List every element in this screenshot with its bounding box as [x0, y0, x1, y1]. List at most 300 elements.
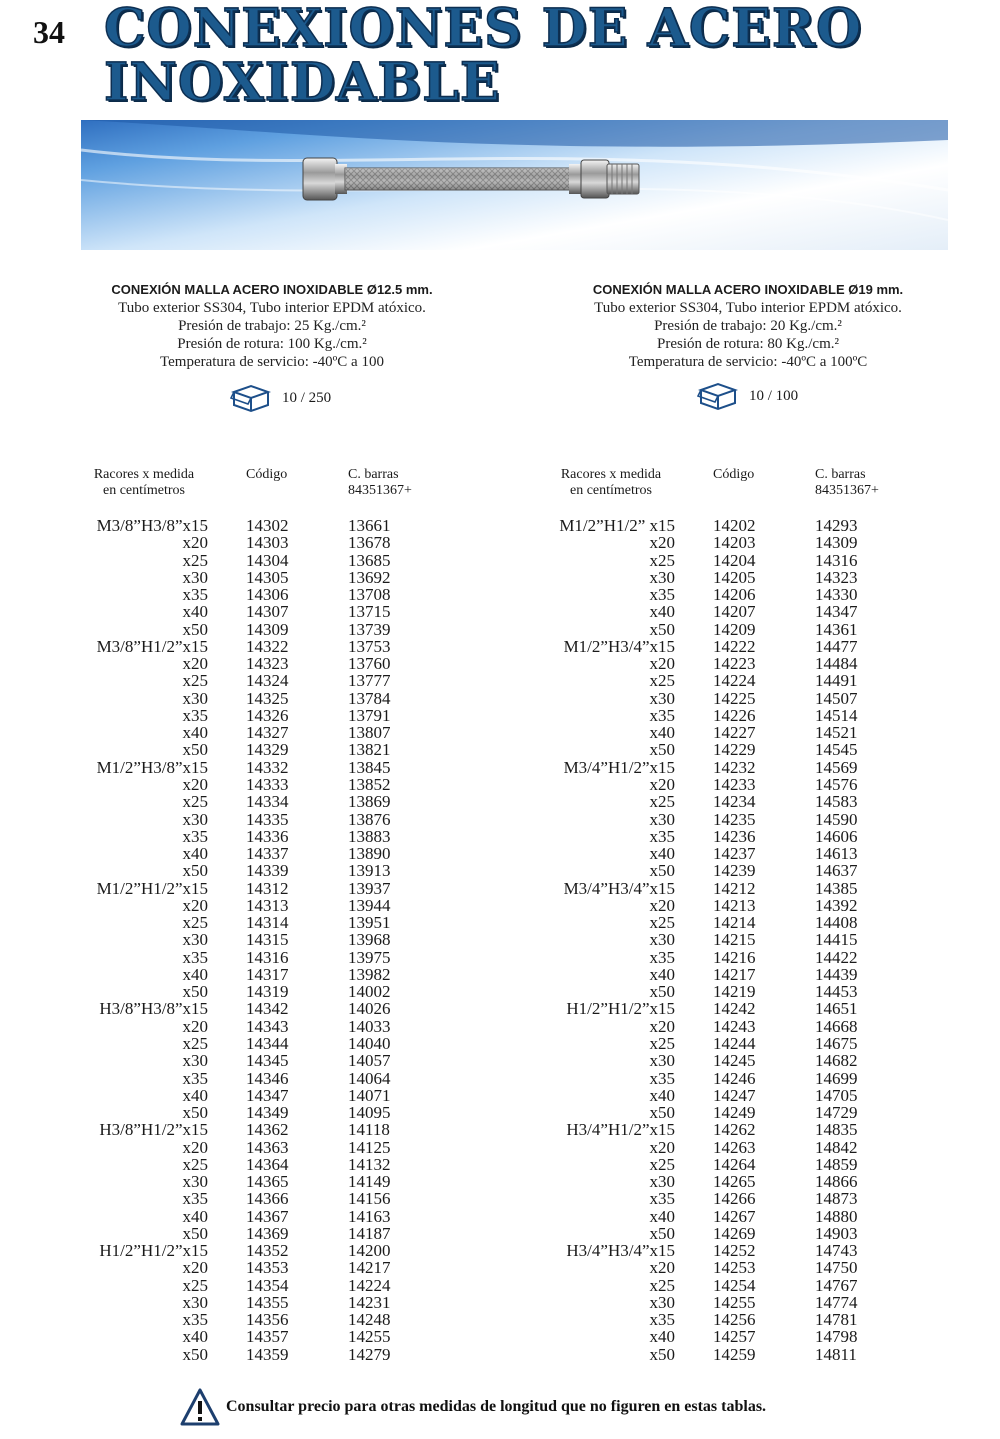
code-cell: 14244 [713, 1033, 756, 1053]
barcode-cell: 14507 [815, 688, 858, 708]
barcode-cell: 14163 [348, 1206, 391, 1226]
code-cell: 14225 [713, 688, 756, 708]
measure-cell: x30 [649, 1172, 675, 1192]
code-cell: 14326 [246, 705, 289, 725]
product-spec: Tubo exterior SS304, Tubo interior EPDM atóxico. [594, 300, 902, 316]
barcode-cell: 14774 [815, 1292, 858, 1312]
barcode-cell: 14767 [815, 1275, 858, 1295]
measure-cell: x20 [649, 895, 675, 915]
packaging-info-right [697, 381, 798, 411]
barcode-cell: 13685 [348, 550, 391, 570]
measure-cell: x25 [649, 792, 675, 812]
product-spec: Temperatura de servicio: -40ºC a 100ºC [628, 354, 868, 370]
barcode-cell: 13845 [348, 757, 391, 777]
measure-cell: x30 [182, 1172, 208, 1192]
barcode-cell: 14842 [815, 1137, 858, 1157]
barcode-cell: 13739 [348, 619, 391, 639]
barcode-cell: 13869 [348, 792, 391, 812]
measure-cell: M1/2”H1/2” x15 [559, 516, 675, 535]
barcode-cell: 14477 [815, 636, 858, 656]
measure-cell: x40 [182, 1085, 208, 1105]
code-cell: 14226 [713, 705, 756, 725]
barcode-cell: 13753 [348, 636, 391, 656]
barcode-cell: 13968 [348, 930, 391, 950]
barcode-cell: 13661 [348, 516, 391, 535]
barcode-cell: 14347 [815, 602, 858, 622]
barcode-cell: 14583 [815, 792, 858, 812]
measure-cell: x20 [182, 774, 208, 794]
code-cell: 14346 [246, 1068, 289, 1088]
header-barcode: C. barras 84351367+ [348, 467, 412, 498]
measure-cell: H3/4”H1/2”x15 [566, 1120, 675, 1140]
code-cell: 14219 [713, 982, 756, 1002]
code-cell: 14269 [713, 1223, 756, 1243]
barcode-cell: 14750 [815, 1258, 858, 1278]
code-cell: 14314 [246, 913, 289, 933]
barcode-cell: 13876 [348, 809, 391, 829]
code-cell: 14213 [713, 895, 756, 915]
measure-cell: x25 [649, 671, 675, 691]
barcode-cell: 13982 [348, 964, 391, 984]
measure-cell: x30 [182, 809, 208, 829]
barcode-cell: 14637 [815, 861, 858, 881]
barcode-cell: 14217 [348, 1258, 391, 1278]
measure-cell: x35 [649, 705, 675, 725]
code-cell: 14317 [246, 964, 289, 984]
barcode-cell: 14132 [348, 1154, 391, 1174]
footer-note: Consultar precio para otras medidas de longitud que no figuren en estas tablas. [226, 1398, 767, 1415]
measure-cell: x35 [182, 826, 208, 846]
measure-cell: x50 [649, 619, 675, 639]
measure-cell: x20 [182, 1258, 208, 1278]
barcode-cell: 13944 [348, 895, 391, 915]
code-cell: 14253 [713, 1258, 756, 1278]
measure-cell: x20 [182, 1016, 208, 1036]
code-cell: 14324 [246, 671, 289, 691]
barcode-cell: 14392 [815, 895, 858, 915]
barcode-cell: 14149 [348, 1172, 391, 1192]
product-spec: Presión de trabajo: 20 Kg./cm.² [654, 318, 842, 334]
code-cell: 14325 [246, 688, 289, 708]
product-left [92, 282, 452, 371]
measure-cell: x40 [649, 602, 675, 622]
code-cell: 14223 [713, 654, 756, 674]
code-cell: 14234 [713, 792, 756, 812]
measure-cell: x30 [649, 1051, 675, 1071]
code-cell: 14309 [246, 619, 289, 639]
product-spec: Presión de rotura: 80 Kg./cm.² [657, 336, 839, 352]
code-cell: 14252 [713, 1241, 756, 1261]
barcode-cell: 14576 [815, 774, 858, 794]
code-cell: 14335 [246, 809, 289, 829]
code-cell: 14327 [246, 723, 289, 743]
barcode-cell: 14682 [815, 1051, 858, 1071]
measure-cell: x50 [182, 861, 208, 881]
barcode-cell: 13913 [348, 861, 391, 881]
code-cell: 14345 [246, 1051, 289, 1071]
title-line-2: INOXIDABLE [104, 52, 501, 113]
barcode-cell: 14026 [348, 999, 391, 1019]
barcode-cell: 14699 [815, 1068, 858, 1088]
barcode-cell: 14293 [815, 516, 858, 535]
measure-cell: x20 [649, 654, 675, 674]
measure-cell: x25 [182, 671, 208, 691]
measure-cell: x35 [649, 947, 675, 967]
measure-cell: x20 [649, 1258, 675, 1278]
measure-cell: x40 [182, 844, 208, 864]
measure-cell: x30 [182, 688, 208, 708]
code-cell: 14209 [713, 619, 756, 639]
barcode-cell: 14798 [815, 1327, 858, 1347]
measure-cell: x50 [182, 619, 208, 639]
barcode-cell: 14422 [815, 947, 858, 967]
code-cell: 14256 [713, 1310, 756, 1330]
barcode-cell: 14743 [815, 1241, 858, 1261]
barcode-cell: 14668 [815, 1016, 858, 1036]
barcode-cell: 14200 [348, 1241, 391, 1261]
code-cell: 14233 [713, 774, 756, 794]
barcode-cell: 14156 [348, 1189, 391, 1209]
barcode-cell: 14705 [815, 1085, 858, 1105]
code-cell: 14359 [246, 1344, 289, 1364]
measure-cell: x20 [182, 895, 208, 915]
code-cell: 14337 [246, 844, 289, 864]
code-cell: 14263 [713, 1137, 756, 1157]
barcode-cell: 14835 [815, 1120, 858, 1140]
product-right [568, 282, 928, 371]
code-cell: 14304 [246, 550, 289, 570]
barcode-cell: 14675 [815, 1033, 858, 1053]
barcode-cell: 14521 [815, 723, 858, 743]
barcode-cell: 14095 [348, 1103, 391, 1123]
code-cell: 14336 [246, 826, 289, 846]
barcode-cell: 14071 [348, 1085, 391, 1105]
measure-cell: x50 [182, 740, 208, 760]
barcode-cell: 14545 [815, 740, 858, 760]
barcode-cell: 14224 [348, 1275, 391, 1295]
measure-cell: x35 [182, 585, 208, 605]
barcode-cell: 13777 [348, 671, 391, 691]
barcode-cell: 14125 [348, 1137, 391, 1157]
barcode-cell: 14057 [348, 1051, 391, 1071]
code-cell: 14212 [713, 878, 756, 898]
measure-cell: x35 [182, 1068, 208, 1088]
barcode-cell: 14651 [815, 999, 858, 1019]
code-cell: 14306 [246, 585, 289, 605]
barcode-cell: 14385 [815, 878, 858, 898]
barcode-cell: 13678 [348, 533, 391, 553]
measure-cell: x40 [649, 964, 675, 984]
barcode-cell: 14231 [348, 1292, 391, 1312]
code-cell: 14267 [713, 1206, 756, 1226]
measure-cell: x25 [649, 550, 675, 570]
code-cell: 14364 [246, 1154, 289, 1174]
code-cell: 14319 [246, 982, 289, 1002]
code-cell: 14247 [713, 1085, 756, 1105]
measure-cell: x30 [649, 688, 675, 708]
page-title [104, 0, 863, 113]
barcode-cell: 13975 [348, 947, 391, 967]
measure-cell: x30 [182, 567, 208, 587]
code-cell: 14224 [713, 671, 756, 691]
barcode-cell: 14514 [815, 705, 858, 725]
code-cell: 14322 [246, 636, 289, 656]
code-cell: 14206 [713, 585, 756, 605]
packaging-info-left [230, 383, 331, 413]
code-cell: 14367 [246, 1206, 289, 1226]
code-cell: 14266 [713, 1189, 756, 1209]
measure-cell: x35 [182, 705, 208, 725]
measure-cell: M3/4”H1/2”x15 [563, 757, 675, 777]
measure-cell: x35 [649, 1310, 675, 1330]
measure-cell: x40 [649, 1206, 675, 1226]
code-cell: 14355 [246, 1292, 289, 1312]
measure-cell: x40 [182, 964, 208, 984]
code-cell: 14262 [713, 1120, 756, 1140]
measure-cell: M1/2”H3/8”x15 [96, 757, 208, 777]
measure-cell: x50 [182, 1103, 208, 1123]
code-cell: 14315 [246, 930, 289, 950]
measure-cell: x40 [182, 1206, 208, 1226]
code-cell: 14217 [713, 964, 756, 984]
code-cell: 14255 [713, 1292, 756, 1312]
measure-cell: x30 [182, 1292, 208, 1312]
braided-hose-image [81, 120, 948, 250]
code-cell: 14333 [246, 774, 289, 794]
code-cell: 14236 [713, 826, 756, 846]
code-cell: 14362 [246, 1120, 289, 1140]
title-line-1: CONEXIONES DE ACERO [104, 0, 863, 59]
barcode-cell: 14040 [348, 1033, 391, 1053]
code-cell: 14354 [246, 1275, 289, 1295]
code-cell: 14303 [246, 533, 289, 553]
measure-cell: x40 [649, 723, 675, 743]
barcode-cell: 14811 [815, 1344, 857, 1364]
barcode-cell: 14064 [348, 1068, 391, 1088]
code-cell: 14323 [246, 654, 289, 674]
header-code: Código [713, 467, 755, 482]
measure-cell: x30 [182, 1051, 208, 1071]
measure-cell: M1/2”H1/2”x15 [96, 878, 208, 898]
barcode-cell: 14415 [815, 930, 858, 950]
code-cell: 14356 [246, 1310, 289, 1330]
measure-cell: x20 [182, 533, 208, 553]
code-cell: 14215 [713, 930, 756, 950]
measure-cell: M3/8”H3/8”x15 [96, 516, 208, 535]
header-code: Código [246, 467, 288, 482]
code-cell: 14259 [713, 1344, 756, 1364]
measure-cell: x50 [182, 982, 208, 1002]
measure-cell: x20 [182, 1137, 208, 1157]
code-cell: 14307 [246, 602, 289, 622]
barcode-cell: 14866 [815, 1172, 858, 1192]
measure-cell: x50 [649, 740, 675, 760]
barcode-cell: 13784 [348, 688, 391, 708]
barcode-cell: 13708 [348, 585, 391, 605]
measure-cell: M3/8”H1/2”x15 [96, 636, 208, 656]
code-cell: 14369 [246, 1223, 289, 1243]
product-name: CONEXIÓN MALLA ACERO INOXIDABLE Ø19 mm. [592, 282, 904, 297]
code-cell: 14312 [246, 878, 289, 898]
barcode-cell: 13791 [348, 705, 391, 725]
measure-cell: H3/4”H3/4”x15 [566, 1241, 675, 1261]
code-cell: 14235 [713, 809, 756, 829]
barcode-cell: 14453 [815, 982, 858, 1002]
measure-cell: x40 [182, 1327, 208, 1347]
measure-cell: x40 [649, 1327, 675, 1347]
measure-cell: x35 [182, 1310, 208, 1330]
measure-cell: x25 [182, 1275, 208, 1295]
code-cell: 14232 [713, 757, 756, 777]
measure-cell: x50 [649, 1103, 675, 1123]
measure-cell: x20 [649, 533, 675, 553]
code-cell: 14329 [246, 740, 289, 760]
measure-cell: x20 [649, 1137, 675, 1157]
measure-cell: H1/2”H1/2”x15 [99, 1241, 208, 1261]
code-cell: 14305 [246, 567, 289, 587]
barcode-cell: 13852 [348, 774, 391, 794]
measure-cell: x20 [649, 1016, 675, 1036]
code-cell: 14366 [246, 1189, 289, 1209]
code-cell: 14265 [713, 1172, 756, 1192]
page-number: 34 [33, 14, 65, 50]
measure-cell: x30 [649, 1292, 675, 1312]
code-cell: 14352 [246, 1241, 289, 1261]
code-cell: 14342 [246, 999, 289, 1019]
barcode-cell: 14118 [348, 1120, 390, 1140]
code-cell: 14365 [246, 1172, 289, 1192]
barcode-cell: 14309 [815, 533, 858, 553]
barcode-cell: 14880 [815, 1206, 858, 1226]
product-spec: Tubo exterior SS304, Tubo interior EPDM atóxico. [118, 300, 426, 316]
barcode-cell: 14002 [348, 982, 391, 1002]
measure-cell: x25 [182, 1154, 208, 1174]
code-cell: 14249 [713, 1103, 756, 1123]
measure-cell: x25 [649, 1154, 675, 1174]
code-cell: 14302 [246, 516, 289, 535]
code-cell: 14202 [713, 516, 756, 535]
measure-cell: x40 [649, 844, 675, 864]
barcode-cell: 14255 [348, 1327, 391, 1347]
measure-cell: M3/4”H3/4”x15 [563, 878, 675, 898]
barcode-cell: 14033 [348, 1016, 391, 1036]
barcode-cell: 13821 [348, 740, 391, 760]
measure-cell: x20 [182, 654, 208, 674]
code-cell: 14347 [246, 1085, 289, 1105]
code-cell: 14353 [246, 1258, 289, 1278]
code-cell: 14339 [246, 861, 289, 881]
barcode-cell: 13951 [348, 913, 391, 933]
barcode-cell: 14361 [815, 619, 858, 639]
code-cell: 14239 [713, 861, 756, 881]
code-cell: 14204 [713, 550, 756, 570]
barcode-cell: 14491 [815, 671, 858, 691]
measure-cell: x25 [182, 550, 208, 570]
code-cell: 14332 [246, 757, 289, 777]
barcode-cell: 13715 [348, 602, 391, 622]
box-icon [230, 383, 272, 413]
code-cell: 14254 [713, 1275, 756, 1295]
packaging-quantity: 10 / 100 [749, 387, 799, 404]
measure-cell: x30 [649, 809, 675, 829]
code-cell: 14344 [246, 1033, 289, 1053]
barcode-cell: 14248 [348, 1310, 391, 1330]
measure-cell: M1/2”H3/4”x15 [563, 636, 675, 656]
code-cell: 14264 [713, 1154, 756, 1174]
measure-cell: x35 [649, 585, 675, 605]
barcode-cell: 14873 [815, 1189, 858, 1209]
code-cell: 14257 [713, 1327, 756, 1347]
barcode-cell: 14408 [815, 913, 858, 933]
measure-cell: x40 [649, 1085, 675, 1105]
measure-cell: x35 [649, 1189, 675, 1209]
code-cell: 14207 [713, 602, 756, 622]
barcode-cell: 13760 [348, 654, 391, 674]
measure-cell: x25 [182, 792, 208, 812]
code-cell: 14203 [713, 533, 756, 553]
product-spec: Presión de rotura: 100 Kg./cm.² [177, 336, 367, 352]
code-cell: 14229 [713, 740, 756, 760]
code-cell: 14205 [713, 567, 756, 587]
measure-cell: x50 [649, 982, 675, 1002]
code-cell: 14334 [246, 792, 289, 812]
measure-cell: x30 [649, 567, 675, 587]
product-banner-image [81, 120, 948, 250]
measure-cell: x35 [649, 1068, 675, 1088]
measure-cell: x35 [649, 826, 675, 846]
measure-cell: x25 [182, 913, 208, 933]
measure-cell: x35 [182, 1189, 208, 1209]
barcode-cell: 14279 [348, 1344, 391, 1364]
barcode-cell: 14613 [815, 844, 858, 864]
code-cell: 14227 [713, 723, 756, 743]
header-barcode: C. barras 84351367+ [815, 467, 879, 498]
measure-cell: x20 [649, 774, 675, 794]
barcode-cell: 14330 [815, 585, 858, 605]
warning-icon [180, 1387, 220, 1427]
box-icon [697, 381, 739, 411]
code-cell: 14316 [246, 947, 289, 967]
code-cell: 14242 [713, 999, 756, 1019]
barcode-cell: 14316 [815, 550, 858, 570]
code-cell: 14245 [713, 1051, 756, 1071]
barcode-cell: 13692 [348, 567, 391, 587]
barcode-cell: 14439 [815, 964, 858, 984]
measure-cell: x40 [182, 723, 208, 743]
measure-cell: x50 [649, 1223, 675, 1243]
barcode-cell: 14903 [815, 1223, 858, 1243]
code-cell: 14237 [713, 844, 756, 864]
code-cell: 14357 [246, 1327, 289, 1347]
barcode-cell: 14187 [348, 1223, 391, 1243]
header-measure: Racores x medida en centímetros [560, 467, 662, 498]
product-name: CONEXIÓN MALLA ACERO INOXIDABLE Ø12.5 mm. [111, 282, 433, 297]
measure-cell: H3/8”H3/8”x15 [99, 999, 208, 1019]
barcode-cell: 14484 [815, 654, 858, 674]
measure-cell: x25 [182, 1033, 208, 1053]
code-cell: 14349 [246, 1103, 289, 1123]
code-cell: 14243 [713, 1016, 756, 1036]
packaging-quantity: 10 / 250 [282, 389, 332, 406]
code-cell: 14222 [713, 636, 756, 656]
barcode-cell: 13890 [348, 844, 391, 864]
barcode-cell: 13937 [348, 878, 391, 898]
measure-cell: x50 [182, 1223, 208, 1243]
footer-notice [180, 1387, 766, 1427]
product-spec: Temperatura de servicio: -40ºC a 100 [160, 354, 384, 370]
code-cell: 14313 [246, 895, 289, 915]
barcode-cell: 14569 [815, 757, 858, 777]
